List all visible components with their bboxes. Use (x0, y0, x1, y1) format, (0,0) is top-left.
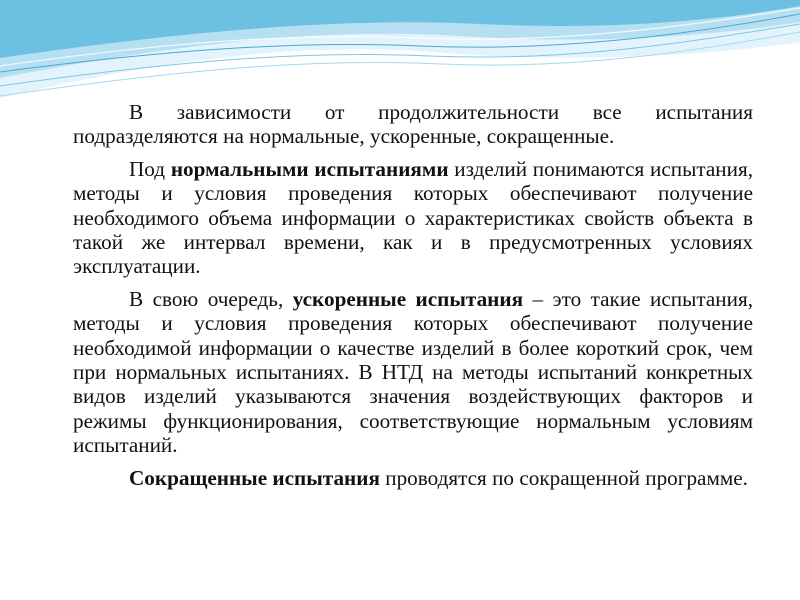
text-run: изделий понимаются испытания, методы и условия проведения которых обеспечивают получение необходимого объема информации о характеристиках свойств объекта в такой же интервал времени, как и в предусмотренных условиях эксплуатации. (73, 156, 753, 279)
slide-body-text (73, 100, 753, 498)
text-run: В свою очередь, (129, 286, 293, 311)
bold-term: Сокращенные испытания (129, 465, 380, 490)
paragraph (73, 157, 753, 279)
paragraph (73, 100, 753, 149)
text-run: Под (129, 156, 171, 181)
text-run: проводятся по сокращенной программе. (379, 465, 748, 490)
bold-term: ускоренные испытания (292, 286, 524, 311)
wave-header-decoration (0, 0, 800, 110)
bold-term: нормальными испытаниями (170, 156, 449, 181)
paragraph (73, 466, 753, 490)
text-run: – это такие испытания, методы и условия проведения которых обеспечивают получение необходимой информации о качестве изделий в более короткий срок, чем при нормальных испытаниях. В НТД на методы испытаний конкретных видов изделий указываются значения воздействующих факторов и режимы функционирования, соответствующие нормальным условиям испытаний. (73, 286, 753, 458)
paragraph (73, 287, 753, 458)
text-run: В зависимости от продолжительности все испытания подразделяются на нормальные, ускоренные, сокращенные. (73, 100, 753, 149)
